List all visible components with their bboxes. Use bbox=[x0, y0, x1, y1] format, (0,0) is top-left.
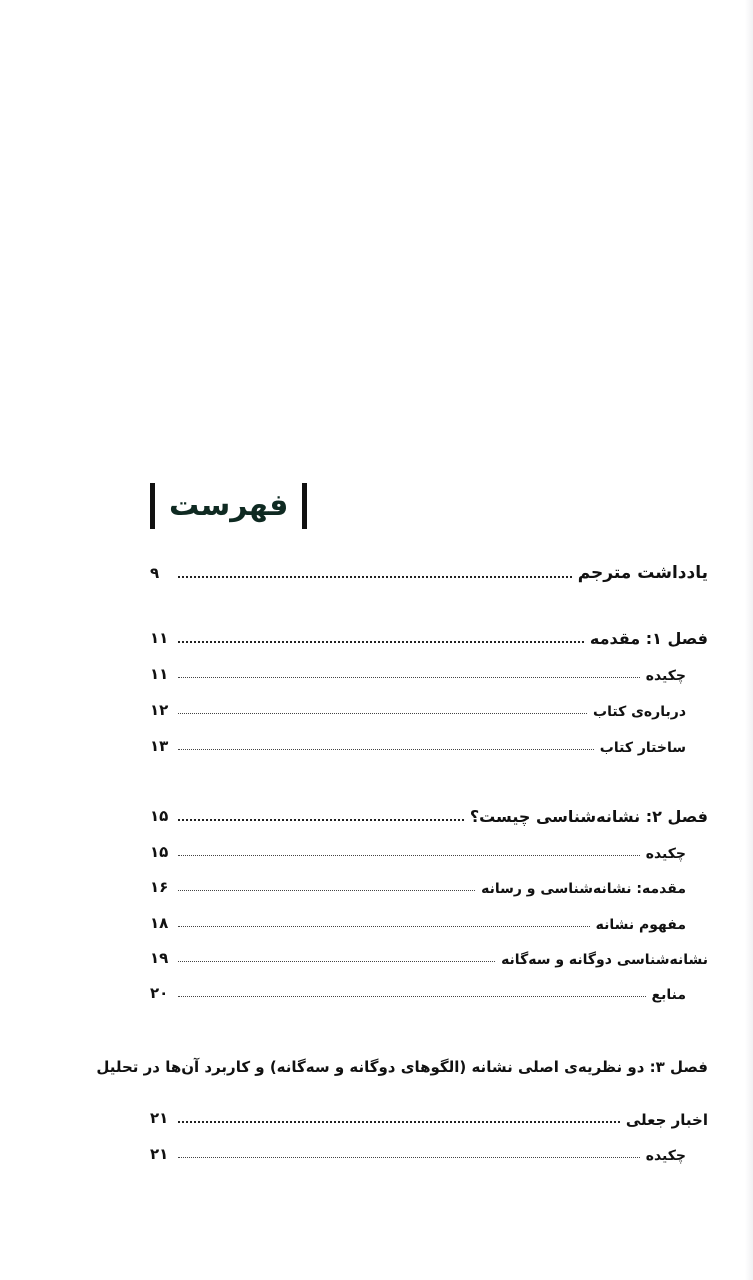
toc-entry[interactable] bbox=[150, 867, 708, 897]
dot-leader bbox=[178, 819, 464, 821]
entry-label: درباره‌ی کتاب bbox=[593, 703, 686, 720]
toc-title-block bbox=[150, 478, 307, 534]
entry-label: فصل ۱: مقدمه bbox=[589, 629, 708, 649]
dot-leader bbox=[178, 641, 584, 643]
dot-leader bbox=[178, 855, 640, 856]
entry-label: چکیده bbox=[645, 845, 686, 862]
page-edge bbox=[745, 0, 753, 1280]
entry-label: اخبار جعلی bbox=[625, 1110, 708, 1129]
toc-title: فهرست bbox=[169, 488, 289, 523]
title-bar-right bbox=[302, 483, 307, 529]
dot-leader bbox=[178, 961, 495, 962]
dot-leader bbox=[178, 1121, 620, 1123]
toc-entry[interactable] bbox=[150, 832, 708, 862]
entry-label: یادداشت مترجم bbox=[577, 563, 708, 584]
entry-label: فصل ۲: نشانه‌شناسی چیست؟ bbox=[469, 807, 708, 827]
page-number: ۱۶ bbox=[150, 878, 169, 896]
entry-label: مقدمه: نشانه‌شناسی و رسانه bbox=[481, 880, 686, 897]
page-number: ۱۱ bbox=[150, 665, 169, 683]
entry-label: منابع bbox=[651, 986, 686, 1003]
entry-label: نشانه‌شناسی دوگانه و سه‌گانه bbox=[501, 951, 708, 968]
page-number: ۱۱ bbox=[150, 629, 169, 647]
toc-entry-translator-note[interactable] bbox=[150, 553, 708, 583]
entry-label: چکیده bbox=[645, 667, 686, 684]
page-number: ۱۳ bbox=[150, 737, 169, 755]
page-number: ۲۱ bbox=[150, 1109, 169, 1127]
entry-label: ساختار کتاب bbox=[599, 739, 686, 756]
toc-chapter-1[interactable] bbox=[150, 618, 708, 648]
toc-entry[interactable] bbox=[150, 690, 708, 720]
page-number: ۱۹ bbox=[150, 949, 169, 967]
dot-leader bbox=[178, 996, 646, 997]
entry-label: مفهوم نشانه bbox=[595, 916, 686, 933]
toc-entry[interactable] bbox=[150, 1134, 708, 1164]
chapter-3-heading-line1: فصل ۳: دو نظریه‌ی اصلی نشانه (الگوهای دوگانه و سه‌گانه) و کاربرد آن‌ها در تحلیل bbox=[96, 1058, 708, 1076]
page-number: ۲۱ bbox=[150, 1145, 169, 1163]
toc-entry[interactable] bbox=[150, 903, 708, 933]
dot-leader bbox=[178, 677, 640, 678]
dot-leader bbox=[178, 713, 587, 714]
toc-entry[interactable] bbox=[150, 973, 708, 1003]
toc-entry[interactable] bbox=[150, 726, 708, 756]
toc-chapter-2[interactable] bbox=[150, 796, 708, 826]
dot-leader bbox=[178, 749, 594, 750]
dot-leader bbox=[178, 890, 475, 891]
page-number: ۱۵ bbox=[150, 843, 169, 861]
page-number: ۱۵ bbox=[150, 807, 169, 825]
toc-chapter-3[interactable] bbox=[150, 1098, 708, 1128]
entry-label: چکیده bbox=[645, 1147, 686, 1164]
page-number: ۲۰ bbox=[150, 984, 169, 1002]
dot-leader bbox=[178, 1157, 640, 1158]
page-number: ۱۲ bbox=[150, 701, 169, 719]
dot-leader bbox=[178, 926, 590, 927]
page-number: ۹ bbox=[150, 564, 160, 582]
toc-entry[interactable] bbox=[150, 938, 708, 968]
toc-entry[interactable] bbox=[150, 654, 708, 684]
dot-leader bbox=[178, 576, 572, 578]
page-number: ۱۸ bbox=[150, 914, 169, 932]
